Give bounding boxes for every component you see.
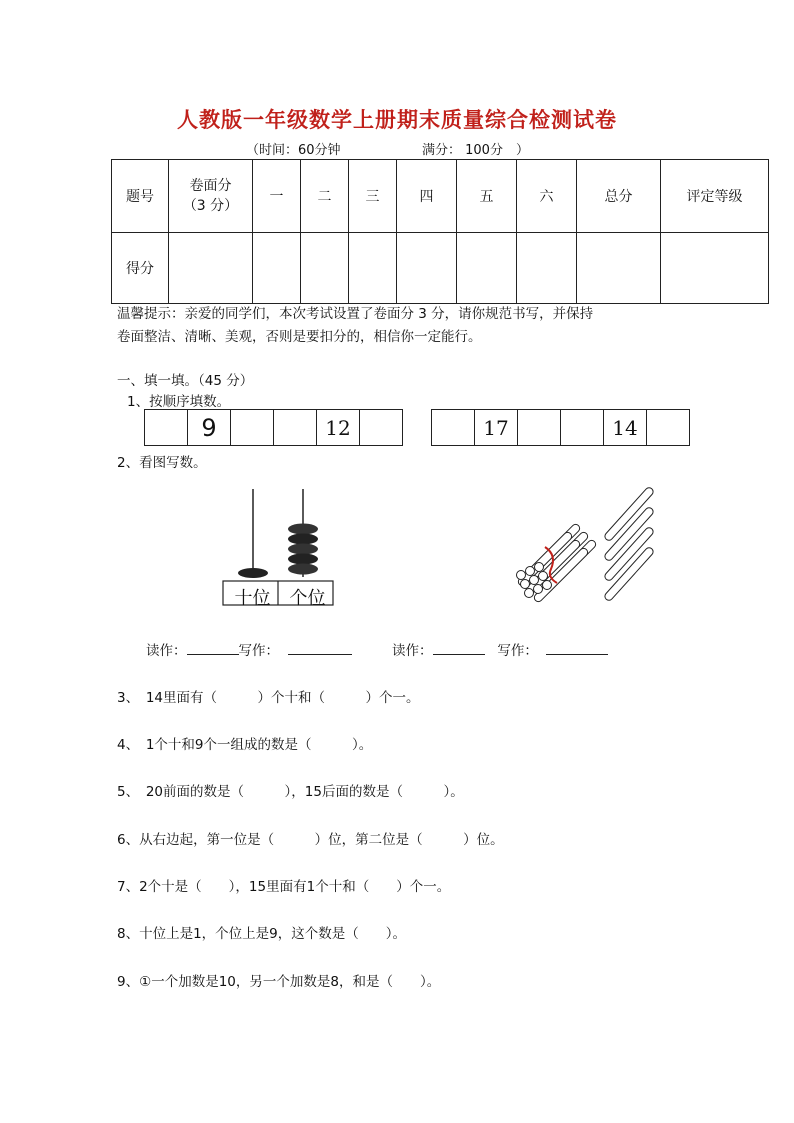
question-5: 5、 20前面的数是（ ），15后面的数是（ ）。	[117, 784, 464, 800]
abacus-tens-label: 十位	[234, 588, 271, 609]
sequence-box[interactable]	[360, 410, 402, 445]
score-cell[interactable]	[457, 233, 517, 304]
score-cell[interactable]	[577, 233, 661, 304]
question-2: 2、看图写数。	[117, 455, 207, 471]
score-cell[interactable]	[349, 233, 397, 304]
sequence-boxes-a	[144, 409, 403, 446]
read-answer-blank[interactable]	[187, 640, 239, 655]
sequence-box: 14	[604, 410, 647, 445]
score-header: 一	[253, 160, 301, 233]
notice-line: 卷面整洁、清晰、美观，否则是要扣分的，相信你一定能行。	[117, 329, 482, 345]
sequence-box[interactable]	[518, 410, 561, 445]
notice-line: 温馨提示：亲爱的同学们，本次考试设置了卷面分 3 分，请你规范书写，并保持	[117, 306, 594, 322]
question-9: 9、①一个加数是10，另一个加数是8，和是（ ）。	[117, 974, 441, 990]
exam-time: （时间：60分钟	[246, 143, 341, 158]
read-write-line	[146, 639, 352, 659]
sequence-box[interactable]	[274, 410, 317, 445]
score-header: 四	[397, 160, 457, 233]
question-7: 7、2个十是（ ），15里面有1个十和（ ）个一。	[117, 879, 451, 895]
read-write-line	[392, 639, 608, 659]
write-answer-blank[interactable]	[288, 640, 352, 655]
sequence-box[interactable]	[145, 410, 188, 445]
score-cell[interactable]	[253, 233, 301, 304]
question-6: 6、从右边起，第一位是（ ）位，第二位是（ ）位。	[117, 832, 504, 848]
score-header: 三	[349, 160, 397, 233]
sequence-box: 17	[475, 410, 518, 445]
read-label: 读作：	[392, 643, 433, 659]
page-title: 人教版一年级数学上册期末质量综合检测试卷	[177, 107, 617, 132]
write-answer-blank[interactable]	[546, 640, 608, 655]
score-header: 卷面分 （3 分）	[169, 160, 253, 233]
score-header: 二	[301, 160, 349, 233]
sequence-box: 9	[188, 410, 231, 445]
score-header: 六	[517, 160, 577, 233]
exam-full-score: 满分： 100分 ）	[422, 143, 529, 158]
abacus-ones-label: 个位	[289, 588, 326, 609]
write-label: 写作：	[497, 643, 538, 659]
read-answer-blank[interactable]	[433, 640, 485, 655]
score-cell[interactable]	[397, 233, 457, 304]
sequence-box[interactable]	[432, 410, 475, 445]
sequence-boxes-b	[431, 409, 690, 446]
question-8: 8、十位上是1，个位上是9，这个数是（ ）。	[117, 926, 407, 942]
notice	[117, 303, 717, 349]
score-header: 五	[457, 160, 517, 233]
score-row-label: 得分	[112, 233, 169, 304]
question-3: 3、 14里面有（ ）个十和（ ）个一。	[117, 690, 420, 706]
sequence-box[interactable]	[561, 410, 604, 445]
read-label: 读作：	[146, 643, 187, 659]
score-header: 评定等级	[661, 160, 769, 233]
score-cell[interactable]	[517, 233, 577, 304]
score-header: 总分	[577, 160, 661, 233]
score-cell[interactable]	[169, 233, 253, 304]
sequence-box: 12	[317, 410, 360, 445]
score-header: 题号	[112, 160, 169, 233]
question-1: 1、按顺序填数。	[127, 394, 231, 410]
sequence-box[interactable]	[231, 410, 274, 445]
write-label: 写作：	[238, 643, 279, 659]
sequence-box[interactable]	[647, 410, 689, 445]
score-table	[111, 159, 769, 304]
score-cell[interactable]	[661, 233, 769, 304]
question-4: 4、 1个十和9个一组成的数是（ ）。	[117, 737, 373, 753]
section-heading: 一、填一填。（45 分）	[117, 373, 254, 389]
sticks-bundle-figure	[505, 485, 665, 615]
score-cell[interactable]	[301, 233, 349, 304]
